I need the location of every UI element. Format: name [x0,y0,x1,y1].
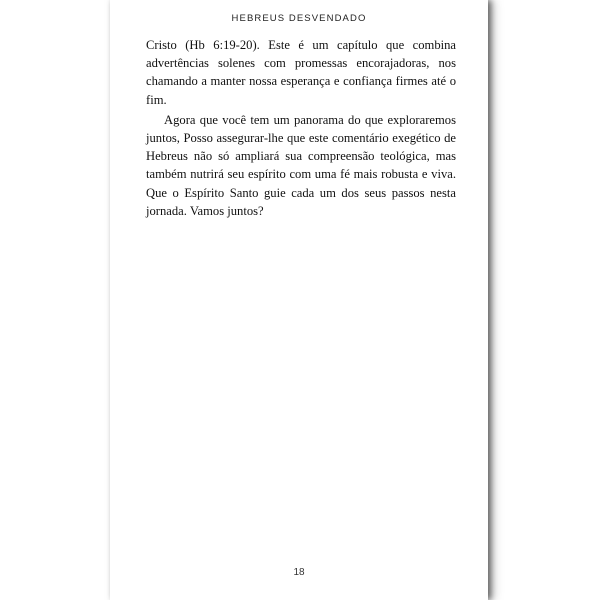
page-number: 18 [293,567,305,578]
body-text [146,36,456,220]
running-head: HEBREUS DESVENDADO [231,13,367,24]
book-page [110,0,488,600]
paragraph-1: Cristo (Hb 6:19-20). Este é um capítulo que combina advertências solenes com promessas encorajadoras, nos chamando a manter nossa esperança e confiança firmes até o fim. [146,38,456,107]
paragraph-2: Agora que você tem um panorama do que exploraremos juntos, Posso assegurar-lhe que este comentário exegético de Hebreus não só ampliará sua compreensão teológica, mas também nutrirá seu espírito com uma fé mais robusta e viva. Que o Espírito Santo guie cada um dos seus passos nesta jornada. Vamos juntos? [146,112,456,218]
